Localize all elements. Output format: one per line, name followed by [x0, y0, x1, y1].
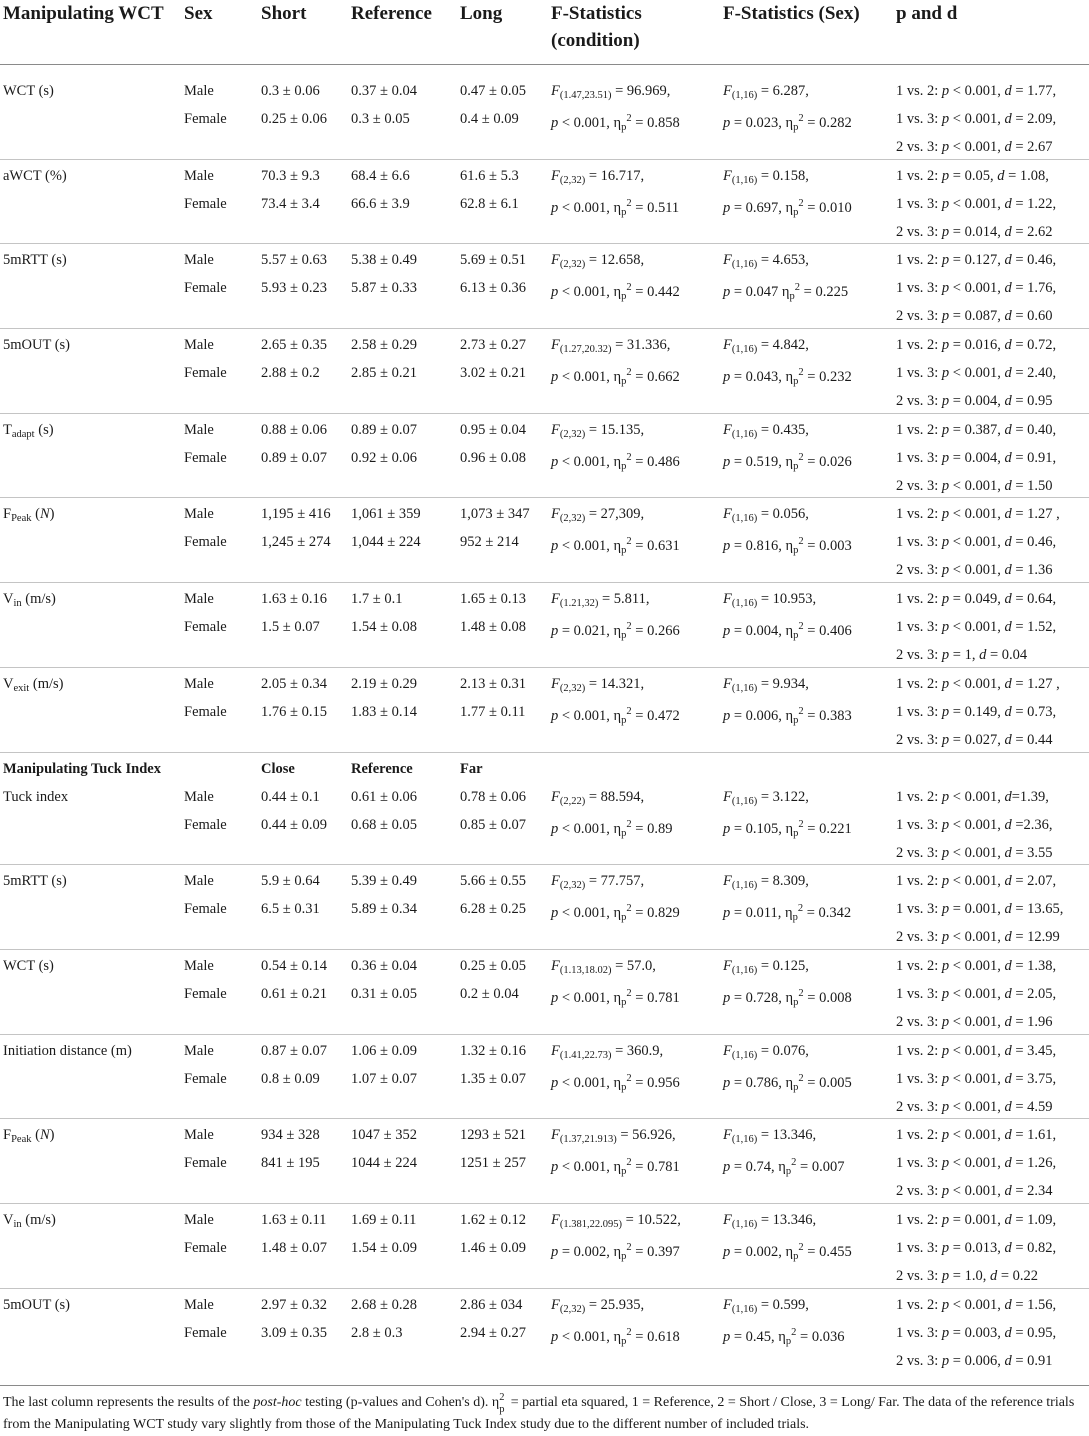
- tuck-row-male-b: 2.68 ± 0.28: [351, 1297, 417, 1313]
- wct-row-female-a: 1.5 ± 0.07: [261, 619, 320, 635]
- wct-row-male-c: 61.6 ± 5.3: [460, 168, 519, 184]
- wct-row-female-a: 2.88 ± 0.2: [261, 365, 320, 381]
- tuck-row-fsex-1: $F_{(1,16)} = 0.599$,: [723, 1297, 809, 1315]
- tuck-row-male-b: 0.36 ± 0.04: [351, 958, 417, 974]
- wct-row-fcondition-2: p < 0.001, $\eta_p^2 = 0.511$: [551, 198, 680, 218]
- wct-row-posthoc-1: 1 vs. 2: p = 0.127, d = 0.46,: [896, 252, 1057, 268]
- wct-row-female-sex: Female: [184, 196, 227, 212]
- tuck-row-variable: 5mRTT (s): [3, 873, 67, 889]
- wct-row-female-a: 0.89 ± 0.07: [261, 450, 327, 466]
- tuck-row-posthoc-1: 1 vs. 2: p = 0.001, d = 1.09,: [896, 1212, 1057, 1228]
- wct-row-female-a: 1,245 ± 274: [261, 534, 331, 550]
- tuck-row-posthoc-1: 1 vs. 2: p < 0.001, d = 1.56,: [896, 1297, 1057, 1313]
- tuck-row-female-a: 0.8 ± 0.09: [261, 1071, 320, 1087]
- tuck-row-female-b: 1044 ± 224: [351, 1155, 417, 1171]
- tuck-row-female-a: 0.61 ± 0.21: [261, 986, 327, 1002]
- tuck-row-posthoc-3: 2 vs. 3: p < 0.001, d = 12.99: [896, 929, 1060, 945]
- wct-row-variable: aWCT (%): [3, 168, 67, 184]
- wct-row-male-sex: Male: [184, 252, 214, 268]
- wct-row-female-b: 1,044 ± 224: [351, 534, 421, 550]
- wct-row-posthoc-1: 1 vs. 2: p = 0.387, d = 0.40,: [896, 422, 1057, 438]
- tuck-row-male-sex: Male: [184, 958, 214, 974]
- tuck-row-male-c: 1.32 ± 0.16: [460, 1043, 526, 1059]
- wct-row-female-b: 66.6 ± 3.9: [351, 196, 410, 212]
- tuck-row-male-b: 5.39 ± 0.49: [351, 873, 417, 889]
- wct-row-male-sex: Male: [184, 676, 214, 692]
- wct-row-posthoc-1: 1 vs. 2: p = 0.016, d = 0.72,: [896, 337, 1057, 353]
- tuck-row-female-c: 1.35 ± 0.07: [460, 1071, 526, 1087]
- wct-row-male-a: 2.65 ± 0.35: [261, 337, 327, 353]
- wct-row-posthoc-2: 1 vs. 3: p < 0.001, d = 1.76,: [896, 280, 1057, 296]
- tuck-row-female-a: 1.48 ± 0.07: [261, 1240, 327, 1256]
- tuck-row-fsex-2: p = 0.011, $\eta_p^2 = 0.342$: [723, 903, 852, 923]
- tuck-row-variable: $V_{in}$ (m/s): [3, 1212, 56, 1230]
- tuck-row-female-a: 841 ± 195: [261, 1155, 320, 1171]
- wct-row-male-b: 5.38 ± 0.49: [351, 252, 417, 268]
- tuck-row-female-b: 1.54 ± 0.09: [351, 1240, 417, 1256]
- header-long: Long: [460, 3, 503, 24]
- tuck-row-fsex-1: $F_{(1,16)} = 13.346$,: [723, 1127, 817, 1145]
- tuck-row-male-a: 934 ± 328: [261, 1127, 320, 1143]
- wct-row-female-sex: Female: [184, 365, 227, 381]
- tuck-row-female-b: 0.68 ± 0.05: [351, 817, 417, 833]
- tuck-row-fcondition-2: p < 0.001, $\eta_p^2 = 0.781$: [551, 988, 680, 1008]
- row-separator: [0, 243, 1089, 244]
- wct-row-fcondition-1: $F_{(2,32)} = 14.321$,: [551, 676, 645, 694]
- wct-row-fsex-2: p = 0.023, $\eta_p^2 = 0.282$: [723, 113, 852, 133]
- tuck-row-fsex-1: $F_{(1,16)} = 0.076$,: [723, 1043, 809, 1061]
- row-separator: [0, 864, 1089, 865]
- wct-row-fsex-1: $F_{(1,16)} = 4.653$,: [723, 252, 809, 270]
- wct-row-female-a: 1.76 ± 0.15: [261, 704, 327, 720]
- tuck-row-female-sex: Female: [184, 817, 227, 833]
- wct-row-posthoc-3: 2 vs. 3: p < 0.001, d = 2.67: [896, 139, 1053, 155]
- wct-row-posthoc-3: 2 vs. 3: p = 0.004, d = 0.95: [896, 393, 1053, 409]
- wct-row-posthoc-3: 2 vs. 3: p < 0.001, d = 1.36: [896, 562, 1053, 578]
- wct-row-female-c: 0.96 ± 0.08: [460, 450, 526, 466]
- header-short: Short: [261, 3, 307, 24]
- tuck-row-male-sex: Male: [184, 873, 214, 889]
- wct-row-male-a: 2.05 ± 0.34: [261, 676, 327, 692]
- tuck-row-posthoc-2: 1 vs. 3: p = 0.001, d = 13.65,: [896, 901, 1064, 917]
- header-sex: Sex: [184, 3, 213, 24]
- wct-row-fsex-1: $F_{(1,16)} = 0.435$,: [723, 422, 809, 440]
- tuck-row-posthoc-3: 2 vs. 3: p = 1.0, d = 0.22: [896, 1268, 1039, 1284]
- wct-row-male-b: 0.37 ± 0.04: [351, 83, 417, 99]
- wct-row-fcondition-1: $F_{(2,32)} = 27,309$,: [551, 506, 645, 524]
- wct-row-fsex-1: $F_{(1,16)} = 0.056$,: [723, 506, 809, 524]
- section2-title: Manipulating Tuck Index: [3, 761, 161, 777]
- wct-row-posthoc-2: 1 vs. 3: p < 0.001, d = 2.40,: [896, 365, 1057, 381]
- tuck-row-fsex-1: $F_{(1,16)} = 0.125$,: [723, 958, 809, 976]
- wct-row-female-c: 6.13 ± 0.36: [460, 280, 526, 296]
- tuck-row-fsex-1: $F_{(1,16)} = 3.122$,: [723, 789, 809, 807]
- wct-row-fcondition-1: $F_{(2,32)} = 12.658$,: [551, 252, 645, 270]
- tuck-row-posthoc-1: 1 vs. 2: p < 0.001, d=1.39,: [896, 789, 1049, 805]
- wct-row-female-sex: Female: [184, 111, 227, 127]
- tuck-row-fsex-2: p = 0.105, $\eta_p^2 = 0.221$: [723, 819, 852, 839]
- tuck-row-posthoc-2: 1 vs. 3: p = 0.003, d = 0.95,: [896, 1325, 1057, 1341]
- wct-row-male-sex: Male: [184, 506, 214, 522]
- wct-row-fsex-2: p = 0.519, $\eta_p^2 = 0.026$: [723, 452, 852, 472]
- wct-row-female-c: 3.02 ± 0.21: [460, 365, 526, 381]
- tuck-row-posthoc-1: 1 vs. 2: p < 0.001, d = 3.45,: [896, 1043, 1057, 1059]
- wct-row-fsex-2: p = 0.043, $\eta_p^2 = 0.232$: [723, 367, 852, 387]
- tuck-row-fcondition-1: $F_{(1.381,22.095)} = 10.522$,: [551, 1212, 681, 1230]
- tuck-row-fcondition-2: p < 0.001, $\eta_p^2 = 0.829$: [551, 903, 680, 923]
- wct-row-female-c: 62.8 ± 6.1: [460, 196, 519, 212]
- tuck-row-female-c: 2.94 ± 0.27: [460, 1325, 526, 1341]
- wct-row-posthoc-2: 1 vs. 3: p < 0.001, d = 0.46,: [896, 534, 1057, 550]
- wct-row-posthoc-3: 2 vs. 3: p = 0.027, d = 0.44: [896, 732, 1053, 748]
- tuck-row-male-c: 2.86 ± 034: [460, 1297, 523, 1313]
- tuck-row-female-c: 1.46 ± 0.09: [460, 1240, 526, 1256]
- footnote-part2: testing (p-values and Cohen's d).: [301, 1395, 492, 1410]
- wct-row-male-sex: Male: [184, 591, 214, 607]
- tuck-row-fsex-1: $F_{(1,16)} = 8.309$,: [723, 873, 809, 891]
- tuck-row-male-sex: Male: [184, 1212, 214, 1228]
- wct-row-posthoc-2: 1 vs. 3: p < 0.001, d = 1.22,: [896, 196, 1057, 212]
- wct-row-fcondition-2: p < 0.001, $\eta_p^2 = 0.472$: [551, 706, 680, 726]
- tuck-row-fsex-2: p = 0.728, $\eta_p^2 = 0.008$: [723, 988, 852, 1008]
- tuck-row-fsex-2: p = 0.786, $\eta_p^2 = 0.005$: [723, 1073, 852, 1093]
- wct-row-fcondition-1: $F_{(2,32)} = 15.135$,: [551, 422, 645, 440]
- tuck-row-posthoc-3: 2 vs. 3: p < 0.001, d = 1.96: [896, 1014, 1053, 1030]
- row-separator: [0, 1118, 1089, 1119]
- tuck-row-posthoc-3: 2 vs. 3: p < 0.001, d = 3.55: [896, 845, 1053, 861]
- tuck-row-fcondition-2: p < 0.001, $\eta_p^2 = 0.89$: [551, 819, 673, 839]
- tuck-row-variable: Tuck index: [3, 789, 69, 805]
- wct-row-female-sex: Female: [184, 619, 227, 635]
- row-separator: [0, 667, 1089, 668]
- header-fsex: F-Statistics (Sex): [723, 3, 860, 24]
- tuck-row-fsex-2: p = 0.45, $\eta_p^2 = 0.036$: [723, 1327, 845, 1347]
- row-separator: [0, 159, 1089, 160]
- wct-row-female-sex: Female: [184, 280, 227, 296]
- section2-far: Far: [460, 761, 483, 777]
- tuck-row-fcondition-2: p < 0.001, $\eta_p^2 = 0.781$: [551, 1157, 680, 1177]
- tuck-row-female-c: 0.2 ± 0.04: [460, 986, 519, 1002]
- wct-row-fcondition-2: p < 0.001, $\eta_p^2 = 0.442$: [551, 282, 680, 302]
- wct-row-male-sex: Male: [184, 168, 214, 184]
- wct-row-female-b: 5.87 ± 0.33: [351, 280, 417, 296]
- tuck-row-female-a: 3.09 ± 0.35: [261, 1325, 327, 1341]
- row-separator: [0, 413, 1089, 414]
- tuck-row-female-a: 0.44 ± 0.09: [261, 817, 327, 833]
- tuck-row-fcondition-2: p = 0.002, $\eta_p^2 = 0.397$: [551, 1242, 680, 1262]
- tuck-row-fcondition-1: $F_{(2,22)} = 88.594$,: [551, 789, 645, 807]
- wct-row-male-c: 1.65 ± 0.13: [460, 591, 526, 607]
- wct-row-fcondition-2: p < 0.001, $\eta_p^2 = 0.858$: [551, 113, 680, 133]
- wct-row-fsex-1: $F_{(1,16)} = 9.934$,: [723, 676, 809, 694]
- wct-row-fsex-1: $F_{(1,16)} = 6.287$,: [723, 83, 809, 101]
- wct-row-fcondition-1: $F_{(1.47,23.51)} = 96.969$,: [551, 83, 671, 101]
- tuck-row-female-sex: Female: [184, 901, 227, 917]
- wct-row-posthoc-2: 1 vs. 3: p = 0.004, d = 0.91,: [896, 450, 1057, 466]
- tuck-row-female-sex: Female: [184, 1240, 227, 1256]
- section2-reference: Reference: [351, 761, 413, 777]
- tuck-row-fcondition-1: $F_{(2,32)} = 25.935$,: [551, 1297, 645, 1315]
- row-separator: [0, 949, 1089, 950]
- tuck-row-variable: $F_{Peak}$ (N): [3, 1127, 55, 1145]
- wct-row-fsex-1: $F_{(1,16)} = 0.158$,: [723, 168, 809, 186]
- wct-row-fsex-1: $F_{(1,16)} = 4.842$,: [723, 337, 809, 355]
- wct-row-female-c: 1.77 ± 0.11: [460, 704, 526, 720]
- tuck-row-female-sex: Female: [184, 986, 227, 1002]
- wct-row-fsex-2: p = 0.697, $\eta_p^2 = 0.010$: [723, 198, 852, 218]
- wct-row-fcondition-2: p < 0.001, $\eta_p^2 = 0.486$: [551, 452, 680, 472]
- wct-row-female-b: 2.85 ± 0.21: [351, 365, 417, 381]
- header-p-and-d: p and d: [896, 3, 958, 24]
- row-separator: [0, 497, 1089, 498]
- wct-row-male-c: 2.13 ± 0.31: [460, 676, 526, 692]
- tuck-row-male-b: 1047 ± 352: [351, 1127, 417, 1143]
- wct-row-female-sex: Female: [184, 534, 227, 550]
- tuck-row-male-c: 0.78 ± 0.06: [460, 789, 526, 805]
- wct-row-female-a: 73.4 ± 3.4: [261, 196, 320, 212]
- wct-row-posthoc-1: 1 vs. 2: p = 0.049, d = 0.64,: [896, 591, 1057, 607]
- footnote-eta-sup: 2: [499, 1392, 505, 1403]
- table-footnote: [3, 1392, 1085, 1436]
- wct-row-variable: 5mRTT (s): [3, 252, 67, 268]
- tuck-row-male-a: 1.63 ± 0.11: [261, 1212, 327, 1228]
- wct-row-female-c: 952 ± 214: [460, 534, 519, 550]
- wct-row-female-b: 1.83 ± 0.14: [351, 704, 417, 720]
- wct-row-male-c: 0.47 ± 0.05: [460, 83, 526, 99]
- tuck-row-male-a: 5.9 ± 0.64: [261, 873, 320, 889]
- wct-row-fsex-1: $F_{(1,16)} = 10.953$,: [723, 591, 817, 609]
- tuck-row-female-sex: Female: [184, 1325, 227, 1341]
- wct-row-fcondition-1: $F_{(2,32)} = 16.717$,: [551, 168, 645, 186]
- tuck-row-female-b: 2.8 ± 0.3: [351, 1325, 403, 1341]
- row-separator: [0, 1034, 1089, 1035]
- tuck-row-male-a: 0.54 ± 0.14: [261, 958, 327, 974]
- tuck-row-posthoc-1: 1 vs. 2: p < 0.001, d = 1.38,: [896, 958, 1057, 974]
- wct-row-male-a: 1,195 ± 416: [261, 506, 331, 522]
- wct-row-male-sex: Male: [184, 83, 214, 99]
- tuck-row-female-sex: Female: [184, 1155, 227, 1171]
- wct-row-posthoc-3: 2 vs. 3: p < 0.001, d = 1.50: [896, 478, 1053, 494]
- tuck-row-female-b: 5.89 ± 0.34: [351, 901, 417, 917]
- footnote-eta-sub: p: [499, 1404, 505, 1415]
- wct-row-male-b: 2.58 ± 0.29: [351, 337, 417, 353]
- footnote-eta: η: [491, 1395, 500, 1410]
- wct-row-posthoc-3: 2 vs. 3: p = 1, d = 0.04: [896, 647, 1028, 663]
- wct-row-female-a: 0.25 ± 0.06: [261, 111, 327, 127]
- wct-row-male-b: 0.89 ± 0.07: [351, 422, 417, 438]
- tuck-row-fcondition-2: p < 0.001, $\eta_p^2 = 0.956$: [551, 1073, 680, 1093]
- wct-row-male-a: 1.63 ± 0.16: [261, 591, 327, 607]
- tuck-row-fcondition-2: p < 0.001, $\eta_p^2 = 0.618$: [551, 1327, 680, 1347]
- tuck-row-posthoc-1: 1 vs. 2: p < 0.001, d = 2.07,: [896, 873, 1057, 889]
- wct-row-female-sex: Female: [184, 704, 227, 720]
- tuck-row-male-b: 0.61 ± 0.06: [351, 789, 417, 805]
- tuck-row-fcondition-1: $F_{(2,32)} = 77.757$,: [551, 873, 645, 891]
- row-separator: [0, 328, 1089, 329]
- row-separator: [0, 582, 1089, 583]
- wct-row-posthoc-3: 2 vs. 3: p = 0.014, d = 2.62: [896, 224, 1053, 240]
- tuck-row-variable: WCT (s): [3, 958, 54, 974]
- wct-row-fcondition-2: p < 0.001, $\eta_p^2 = 0.631$: [551, 536, 680, 556]
- tuck-row-posthoc-2: 1 vs. 3: p < 0.001, d = 2.05,: [896, 986, 1057, 1002]
- wct-row-male-c: 5.69 ± 0.51: [460, 252, 526, 268]
- wct-row-male-a: 0.3 ± 0.06: [261, 83, 320, 99]
- tuck-row-male-c: 1.62 ± 0.12: [460, 1212, 526, 1228]
- tuck-row-fsex-1: $F_{(1,16)} = 13.346$,: [723, 1212, 817, 1230]
- tuck-row-fcondition-1: $F_{(1.13,18.02)} = 57.0$,: [551, 958, 656, 976]
- tuck-row-fcondition-1: $F_{(1.37,21.913)} = 56.926$,: [551, 1127, 676, 1145]
- tuck-row-male-sex: Male: [184, 1043, 214, 1059]
- wct-row-variable: 5mOUT (s): [3, 337, 70, 353]
- wct-row-male-a: 70.3 ± 9.3: [261, 168, 320, 184]
- wct-row-posthoc-1: 1 vs. 2: p < 0.001, d = 1.27 ,: [896, 676, 1060, 692]
- row-separator: [0, 1288, 1089, 1289]
- tuck-row-male-b: 1.69 ± 0.11: [351, 1212, 417, 1228]
- wct-row-variable: WCT (s): [3, 83, 54, 99]
- wct-row-male-a: 0.88 ± 0.06: [261, 422, 327, 438]
- tuck-row-fsex-2: p = 0.002, $\eta_p^2 = 0.455$: [723, 1242, 852, 1262]
- tuck-row-female-sex: Female: [184, 1071, 227, 1087]
- row-separator: [0, 1203, 1089, 1204]
- wct-row-posthoc-2: 1 vs. 3: p < 0.001, d = 1.52,: [896, 619, 1057, 635]
- tuck-row-posthoc-3: 2 vs. 3: p < 0.001, d = 4.59: [896, 1099, 1053, 1115]
- footnote-part3: = partial eta squared, 1 = Reference, 2 = Short / Close, 3 = Long/ Far. The data of the reference trials from the Manipulating WCT study vary slightly from those of the Manipulating Tuck Index study due to the different number of included trials.: [3, 1395, 1075, 1432]
- header-fcondition-line2: (condition): [551, 30, 640, 51]
- wct-row-male-c: 1,073 ± 347: [460, 506, 530, 522]
- tuck-row-posthoc-1: 1 vs. 2: p < 0.001, d = 1.61,: [896, 1127, 1057, 1143]
- footnote-italic: post-hoc: [253, 1395, 302, 1410]
- tuck-row-female-c: 1251 ± 257: [460, 1155, 526, 1171]
- wct-row-fsex-2: p = 0.004, $\eta_p^2 = 0.406$: [723, 621, 852, 641]
- tuck-row-posthoc-2: 1 vs. 3: p < 0.001, d =2.36,: [896, 817, 1053, 833]
- tuck-row-female-b: 0.31 ± 0.05: [351, 986, 417, 1002]
- wct-row-male-sex: Male: [184, 337, 214, 353]
- section2-close: Close: [261, 761, 295, 777]
- wct-row-variable: $F_{Peak}$ (N): [3, 506, 55, 524]
- tuck-row-posthoc-3: 2 vs. 3: p = 0.006, d = 0.91: [896, 1353, 1053, 1369]
- wct-row-male-sex: Male: [184, 422, 214, 438]
- wct-row-female-b: 1.54 ± 0.08: [351, 619, 417, 635]
- tuck-row-male-c: 0.25 ± 0.05: [460, 958, 526, 974]
- tuck-row-fcondition-1: $F_{(1.41,22.73)} = 360.9$,: [551, 1043, 664, 1061]
- tuck-row-male-c: 1293 ± 521: [460, 1127, 526, 1143]
- tuck-row-posthoc-2: 1 vs. 3: p = 0.013, d = 0.82,: [896, 1240, 1057, 1256]
- wct-row-female-c: 0.4 ± 0.09: [460, 111, 519, 127]
- tuck-row-posthoc-2: 1 vs. 3: p < 0.001, d = 1.26,: [896, 1155, 1057, 1171]
- wct-row-female-b: 0.3 ± 0.05: [351, 111, 410, 127]
- tuck-row-male-sex: Male: [184, 1297, 214, 1313]
- wct-row-posthoc-2: 1 vs. 3: p = 0.149, d = 0.73,: [896, 704, 1057, 720]
- header-reference: Reference: [351, 3, 432, 24]
- wct-row-posthoc-1: 1 vs. 2: p < 0.001, d = 1.77,: [896, 83, 1057, 99]
- wct-row-male-c: 2.73 ± 0.27: [460, 337, 526, 353]
- tuck-row-fsex-2: p = 0.74, $\eta_p^2 = 0.007$: [723, 1157, 845, 1177]
- wct-row-male-c: 0.95 ± 0.04: [460, 422, 526, 438]
- tuck-row-male-a: 2.97 ± 0.32: [261, 1297, 327, 1313]
- wct-row-fcondition-1: $F_{(1.27,20.32)} = 31.336$,: [551, 337, 671, 355]
- wct-row-fcondition-2: p < 0.001, $\eta_p^2 = 0.662$: [551, 367, 680, 387]
- header-variable: Manipulating WCT: [3, 3, 164, 24]
- wct-row-fcondition-1: $F_{(1.21,32)} = 5.811$,: [551, 591, 650, 609]
- tuck-row-female-b: 1.07 ± 0.07: [351, 1071, 417, 1087]
- tuck-row-posthoc-3: 2 vs. 3: p < 0.001, d = 2.34: [896, 1183, 1053, 1199]
- tuck-row-variable: Initiation distance (m): [3, 1043, 132, 1059]
- wct-row-fsex-2: p = 0.816, $\eta_p^2 = 0.003$: [723, 536, 852, 556]
- wct-row-female-sex: Female: [184, 450, 227, 466]
- wct-row-fsex-2: p = 0.006, $\eta_p^2 = 0.383$: [723, 706, 852, 726]
- wct-row-variable: $V_{exit}$ (m/s): [3, 676, 64, 694]
- wct-row-male-b: 68.4 ± 6.6: [351, 168, 410, 184]
- footnote-part1: The last column represents the results of the: [3, 1395, 254, 1410]
- wct-row-female-c: 1.48 ± 0.08: [460, 619, 526, 635]
- table-bottom-rule: [0, 1385, 1089, 1386]
- tuck-row-male-a: 0.44 ± 0.1: [261, 789, 320, 805]
- wct-row-female-a: 5.93 ± 0.23: [261, 280, 327, 296]
- wct-row-male-b: 1,061 ± 359: [351, 506, 421, 522]
- wct-row-posthoc-1: 1 vs. 2: p = 0.05, d = 1.08,: [896, 168, 1049, 184]
- tuck-row-posthoc-2: 1 vs. 3: p < 0.001, d = 3.75,: [896, 1071, 1057, 1087]
- wct-row-fcondition-2: p = 0.021, $\eta_p^2 = 0.266$: [551, 621, 680, 641]
- wct-row-posthoc-1: 1 vs. 2: p < 0.001, d = 1.27 ,: [896, 506, 1060, 522]
- wct-row-posthoc-3: 2 vs. 3: p = 0.087, d = 0.60: [896, 308, 1053, 324]
- tuck-row-male-c: 5.66 ± 0.55: [460, 873, 526, 889]
- tuck-row-male-sex: Male: [184, 789, 214, 805]
- tuck-row-female-c: 6.28 ± 0.25: [460, 901, 526, 917]
- tuck-row-male-b: 1.06 ± 0.09: [351, 1043, 417, 1059]
- wct-row-male-b: 1.7 ± 0.1: [351, 591, 403, 607]
- tuck-row-variable: 5mOUT (s): [3, 1297, 70, 1313]
- wct-row-male-b: 2.19 ± 0.29: [351, 676, 417, 692]
- wct-row-posthoc-2: 1 vs. 3: p < 0.001, d = 2.09,: [896, 111, 1057, 127]
- wct-row-fsex-2: p = 0.047 $\eta_p^2 = 0.225$: [723, 282, 849, 302]
- table-header: [0, 0, 1089, 65]
- header-fcondition-line1: F-Statistics: [551, 3, 642, 24]
- tuck-row-female-a: 6.5 ± 0.31: [261, 901, 320, 917]
- section-separator: [0, 752, 1089, 753]
- tuck-row-male-a: 0.87 ± 0.07: [261, 1043, 327, 1059]
- tuck-row-female-c: 0.85 ± 0.07: [460, 817, 526, 833]
- wct-row-variable: $V_{in}$ (m/s): [3, 591, 56, 609]
- wct-row-male-a: 5.57 ± 0.63: [261, 252, 327, 268]
- tuck-row-male-sex: Male: [184, 1127, 214, 1143]
- wct-row-female-b: 0.92 ± 0.06: [351, 450, 417, 466]
- wct-row-variable: $T_{adapt}$ (s): [3, 422, 54, 440]
